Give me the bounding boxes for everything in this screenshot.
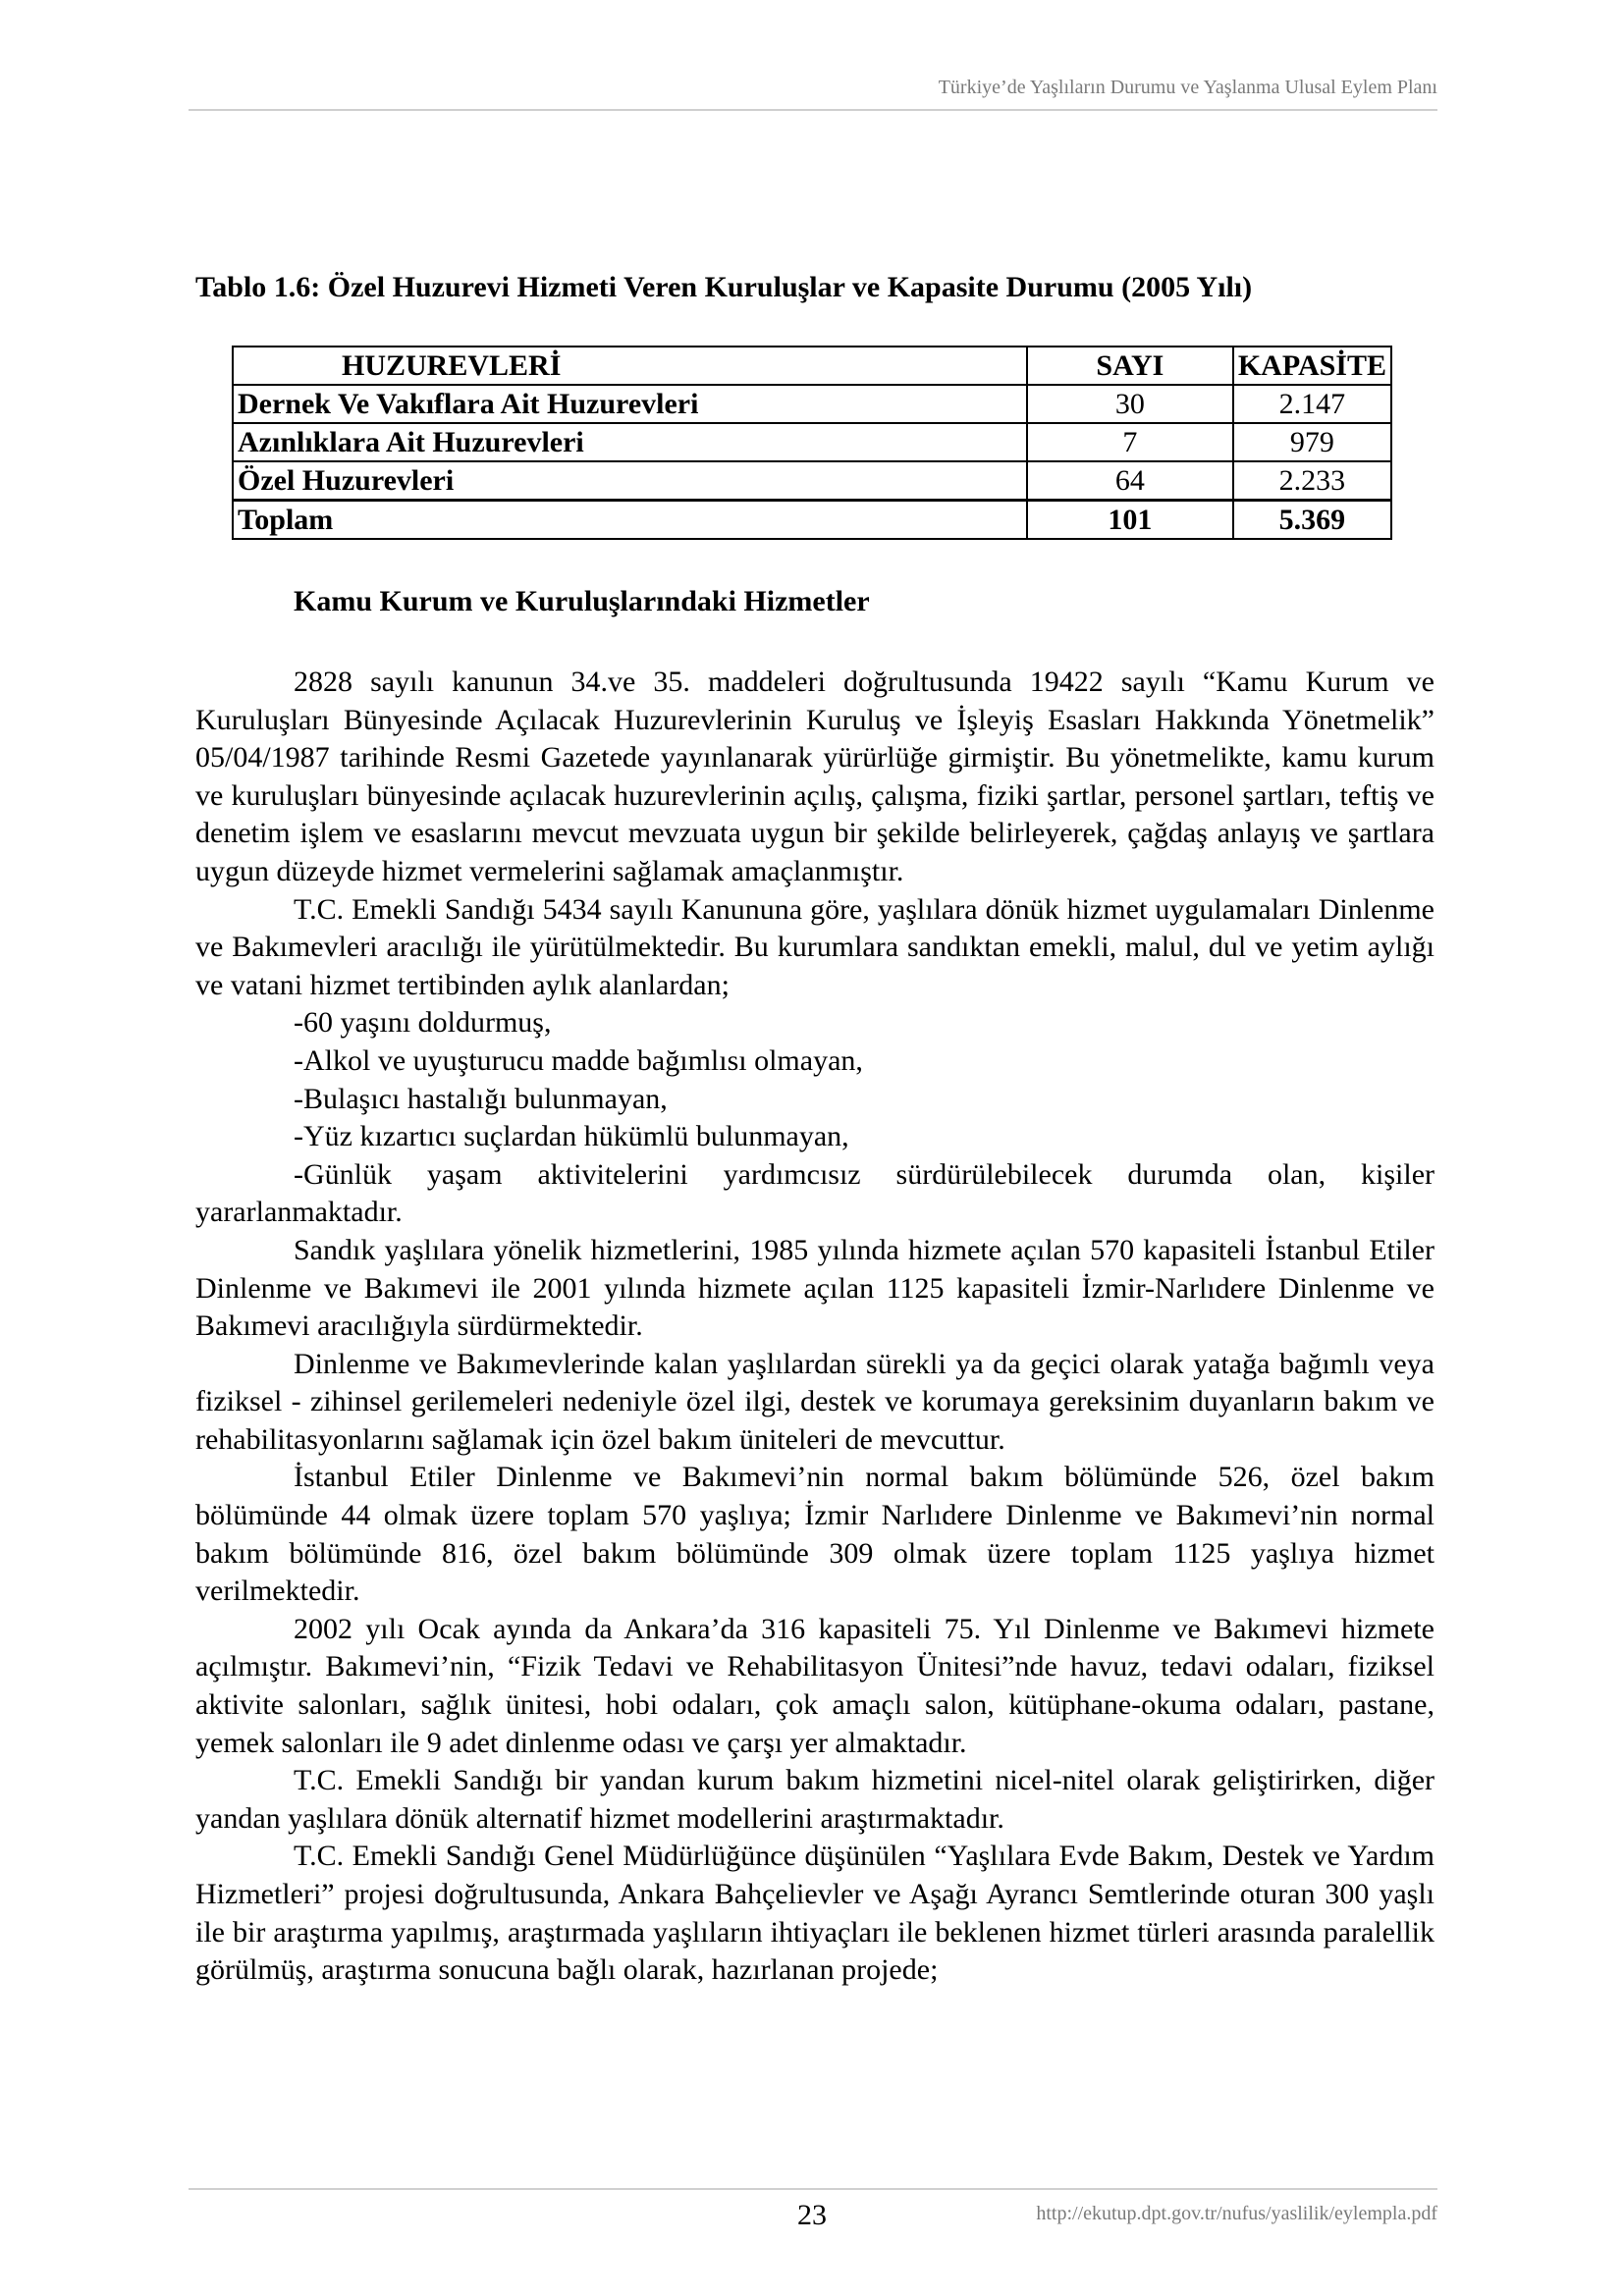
footer-divider — [189, 2188, 1437, 2190]
row-sayi: 30 — [1027, 385, 1233, 423]
row-name: Dernek Ve Vakıflara Ait Huzurevleri — [233, 385, 1027, 423]
column-header-sayi: SAYI — [1027, 347, 1233, 385]
total-sayi: 101 — [1027, 501, 1233, 540]
row-sayi: 64 — [1027, 461, 1233, 501]
row-name: Azınlıklara Ait Huzurevleri — [233, 423, 1027, 461]
nursing-home-table — [232, 346, 1392, 540]
paragraph: T.C. Emekli Sandığı Genel Müdürlüğünce düşünülen “Yaşlılara Evde Bakım, Destek ve Yardım Hizmetleri” projesi doğrultusunda, Ankara Bahçelievler ve Aşağı Ayrancı Semtlerinde oturan 300 yaşlı ile bir araştırma yapılmış, araştırmada yaşlıların ihtiyaçları ile beklenen hizmet türleri arasında paralellik görülmüş, araştırma sonucuna bağlı olarak, hazırlanan projede; — [195, 1840, 1435, 1987]
table-row — [233, 385, 1391, 423]
table-header-row — [233, 347, 1391, 385]
footer-url: http://ekutup.dpt.gov.tr/nufus/yaslilik/eylempla.pdf — [1036, 2203, 1437, 2224]
paragraph: T.C. Emekli Sandığı bir yandan kurum bakım hizmetini nicel-nitel olarak geliştirirken, diğer yandan yaşlılara dönük alternatif hizmet modellerini araştırmaktadır. — [195, 1764, 1435, 1835]
total-label: Toplam — [233, 501, 1027, 540]
column-header-kapasite: KAPASİTE — [1233, 347, 1391, 385]
row-name: Özel Huzurevleri — [233, 461, 1027, 501]
row-kapasite: 979 — [1233, 423, 1391, 461]
total-kapasite: 5.369 — [1233, 501, 1391, 540]
column-header-huzurevleri: HUZUREVLERİ — [233, 347, 1027, 385]
row-sayi: 7 — [1027, 423, 1233, 461]
paragraph: 2828 sayılı kanunun 34.ve 35. maddeleri doğrultusunda 19422 sayılı “Kamu Kurum ve Kuruluşları Bünyesinde Açılacak Huzurevlerinin Kuruluş ve İşleyiş Esasları Hakkında Yönetmelik” 05/04/1987 tarihinde Resmi Gazetede yayınlanarak yürürlüğe girmiştir. Bu yönetmelikte, kamu kurum ve kuruluşları bünyesinde açılacak huzurevlerinin açılış, çalışma, fiziki şartlar, personel şartları, teftiş ve denetim işlem ve esaslarını mevcut mevzuata uygun bir şekilde belirleyerek, çağdaş anlayış ve şartlara uygun düzeyde hizmet vermelerini sağlamak amaçlanmıştır. — [195, 666, 1435, 887]
list-item: -Yüz kızartıcı suçlardan hükümlü bulunmayan, — [294, 1120, 849, 1153]
table-row — [233, 461, 1391, 501]
paragraph: Sandık yaşlılara yönelik hizmetlerini, 1985 yılında hizmete açılan 570 kapasiteli İstanbul Etiler Dinlenme ve Bakımevi ile 2001 yılında hizmete açılan 1125 kapasiteli İzmir-Narlıdere Dinlenme ve Bakımevi aracılığıyla sürdürmektedir. — [195, 1233, 1435, 1343]
paragraph: T.C. Emekli Sandığı 5434 sayılı Kanununa göre, yaşlılara dönük hizmet uygulamaları Dinlenme ve Bakımevleri aracılığı ile yürütülmektedir. Bu kurumlara sandıktan emekli, malul, dul ve yetim aylığı ve vatani hizmet tertibinden aylık alanlardan; — [195, 892, 1435, 1001]
table-total-row — [233, 501, 1391, 540]
row-kapasite: 2.147 — [1233, 385, 1391, 423]
running-header: Türkiye’de Yaşlıların Durumu ve Yaşlanma Ulusal Eylem Planı — [189, 77, 1437, 111]
list-item: -Bulaşıcı hastalığı bulunmayan, — [294, 1082, 668, 1115]
list-item: -Alkol ve uyuşturucu madde bağımlısı olmayan, — [294, 1043, 863, 1077]
list-item: -Günlük yaşam aktivitelerini yardımcısız sürdürülebilecek durumda olan, kişiler yararlanmaktadır. — [195, 1157, 1435, 1229]
paragraph: İstanbul Etiler Dinlenme ve Bakımevi’nin normal bakım bölümünde 526, özel bakım bölümünde 44 olmak üzere toplam 570 yaşlıya; İzmir Narlıdere Dinlenme ve Bakımevi’nin normal bakım bölümünde 816, özel bakım bölümünde 309 olmak üzere toplam 1125 yaşlıya hizmet verilmektedir. — [195, 1461, 1435, 1608]
paragraph: 2002 yılı Ocak ayında da Ankara’da 316 kapasiteli 75. Yıl Dinlenme ve Bakımevi hizmete açılmıştır. Bakımevi’nin, “Fizik Tedavi ve Rehabilitasyon Ünitesi”nde havuz, tedavi odaları, fiziksel aktivite salonları, sağlık ünitesi, hobi odaları, çok amaçlı salon, kütüphane-okuma odaları, pastane, yemek salonları ile 9 adet dinlenme odası ve çarşı yer almaktadır. — [195, 1612, 1435, 1759]
page-number: 23 — [797, 2199, 827, 2231]
row-kapasite: 2.233 — [1233, 461, 1391, 501]
table-row — [233, 423, 1391, 461]
body-text — [195, 664, 1435, 1990]
section-heading: Kamu Kurum ve Kuruluşlarındaki Hizmetler — [294, 585, 870, 617]
paragraph: Dinlenme ve Bakımevlerinde kalan yaşlılardan sürekli ya da geçici olarak yatağa bağımlı veya fiziksel - zihinsel gerilemeleri nedeniyle özel ilgi, destek ve korumaya gereksinim duyanların bakım ve rehabilitasyonlarını sağlamak için özel bakım üniteleri de mevcuttur. — [195, 1347, 1435, 1456]
list-item: -60 yaşını doldurmuş, — [294, 1006, 552, 1040]
table-caption: Tablo 1.6: Özel Huzurevi Hizmeti Veren Kuruluşlar ve Kapasite Durumu (2005 Yılı) — [195, 271, 1253, 303]
